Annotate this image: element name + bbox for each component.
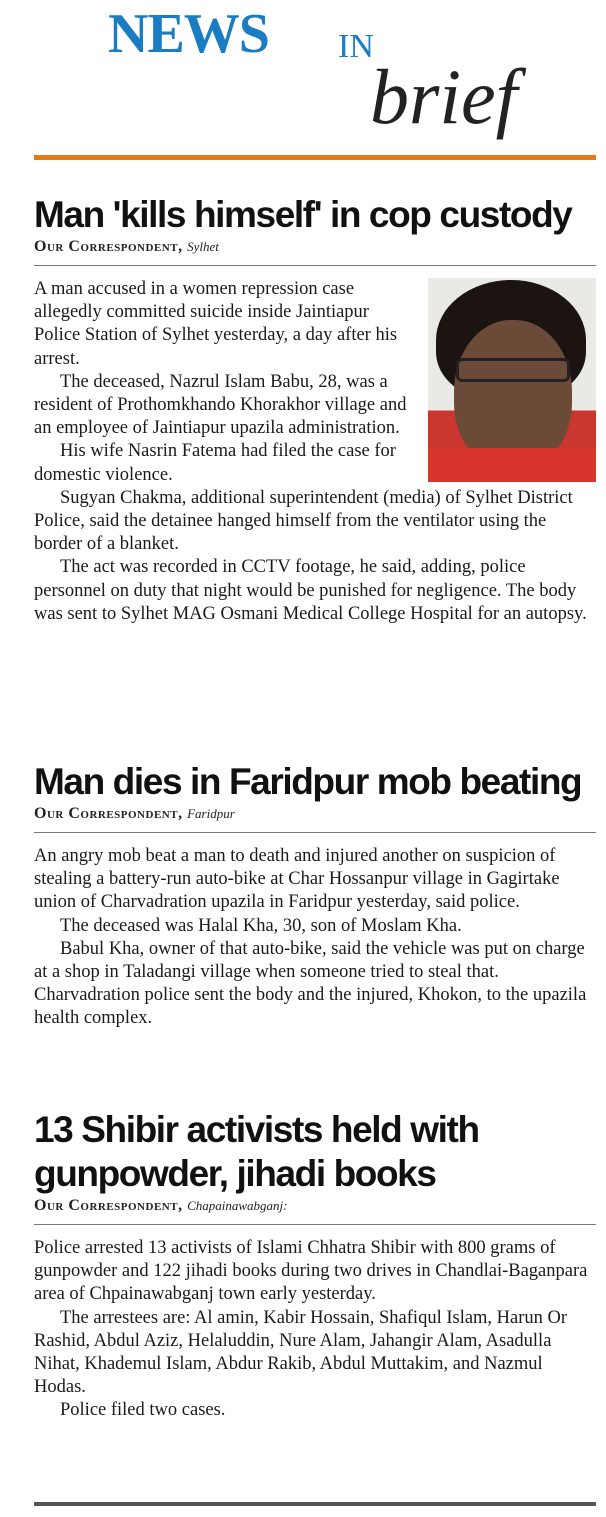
byline-author: Our Correspondent,: [34, 805, 183, 822]
paragraph: The arrestees are: Al amin, Kabir Hossain, Shafiqul Islam, Harun Or Rashid, Abdul Aziz, Helaluddin, Nure Alam, Jahangir Alam, Asadulla Nihat, Khademul Islam, Abdur Rakib, Abdul Muttakim, and Nazmul Hodas.: [34, 1307, 568, 1398]
story-mob-beating: [34, 760, 596, 1031]
portrait-photo: [428, 278, 596, 482]
divider: [34, 265, 596, 266]
story-byline: [34, 1196, 596, 1216]
masthead: [0, 0, 606, 160]
byline-place: Sylhet: [187, 239, 219, 254]
masthead-news: NEWS: [108, 3, 269, 65]
story-body: [34, 845, 596, 1031]
byline-place: Chapainawabganj:: [187, 1198, 288, 1213]
story-body: [34, 1237, 596, 1423]
paragraph: The act was recorded in CCTV footage, he said, adding, police personnel on duty that night would be punished for negligence. The body was sent to Sylhet MAG Osmani Medical College Hospital for an autopsy.: [34, 557, 587, 624]
paragraph: A man accused in a women repression case allegedly committed suicide inside Jaintiapur Police Station of Sylhet yesterday, a day after his arrest.: [34, 279, 398, 369]
story-byline: [34, 804, 596, 824]
bottom-divider: [34, 1502, 596, 1506]
story-byline: [34, 237, 596, 257]
paragraph: Sugyan Chakma, additional superintendent (media) of Sylhet District Police, said the detainee hanged himself from the ventilator using the border of a blanket.: [34, 487, 573, 555]
divider: [34, 832, 596, 833]
paragraph: His wife Nasrin Fatema had filed the case for domestic violence.: [34, 441, 396, 485]
story-headline: Man dies in Faridpur mob beating: [34, 761, 582, 802]
paragraph: The deceased, Nazrul Islam Babu, 28, was a resident of Prothomkhando Khorakhor village and an employee of Jaintiapur upazila administration.: [34, 371, 407, 439]
story-headline-line2: gunpowder, jihadi books: [34, 1153, 436, 1194]
paragraph: Police arrested 13 activists of Islami Chhatra Shibir with 800 grams of gunpowder and 122 jihadi books during two drives in Chandlai-Baganpara area of Chpainawabganj town early yesterday.: [34, 1238, 588, 1305]
story-headline: Man 'kills himself' in cop custody: [34, 194, 572, 235]
byline-place: Faridpur: [187, 806, 235, 821]
story-headline-line1: 13 Shibir activists held with: [34, 1109, 479, 1150]
byline-author: Our Correspondent,: [34, 238, 183, 255]
divider: [34, 1224, 596, 1225]
paragraph: Police filed two cases.: [60, 1400, 226, 1421]
byline-author: Our Correspondent,: [34, 1197, 183, 1214]
paragraph: An angry mob beat a man to death and injured another on suspicion of stealing a battery-run auto-bike at Char Hossanpur village in Gagirtake union of Charvadration upazila in Faridpur yesterday, said police.: [34, 846, 560, 913]
paragraph: The deceased was Halal Kha, 30, son of Moslam Kha.: [60, 915, 462, 936]
masthead-in: IN: [338, 28, 374, 65]
masthead-divider: [34, 155, 596, 160]
paragraph: Babul Kha, owner of that auto-bike, said the vehicle was put on charge at a shop in Taladangi village when someone tried to steal that. Charvadration police sent the body and the injured, Khokon, to the upazila health complex.: [34, 938, 587, 1029]
story-custody-death: [34, 193, 596, 626]
story-body: [34, 278, 596, 626]
masthead-brief: brief: [370, 53, 518, 140]
story-shibir-arrests: [34, 1108, 596, 1423]
